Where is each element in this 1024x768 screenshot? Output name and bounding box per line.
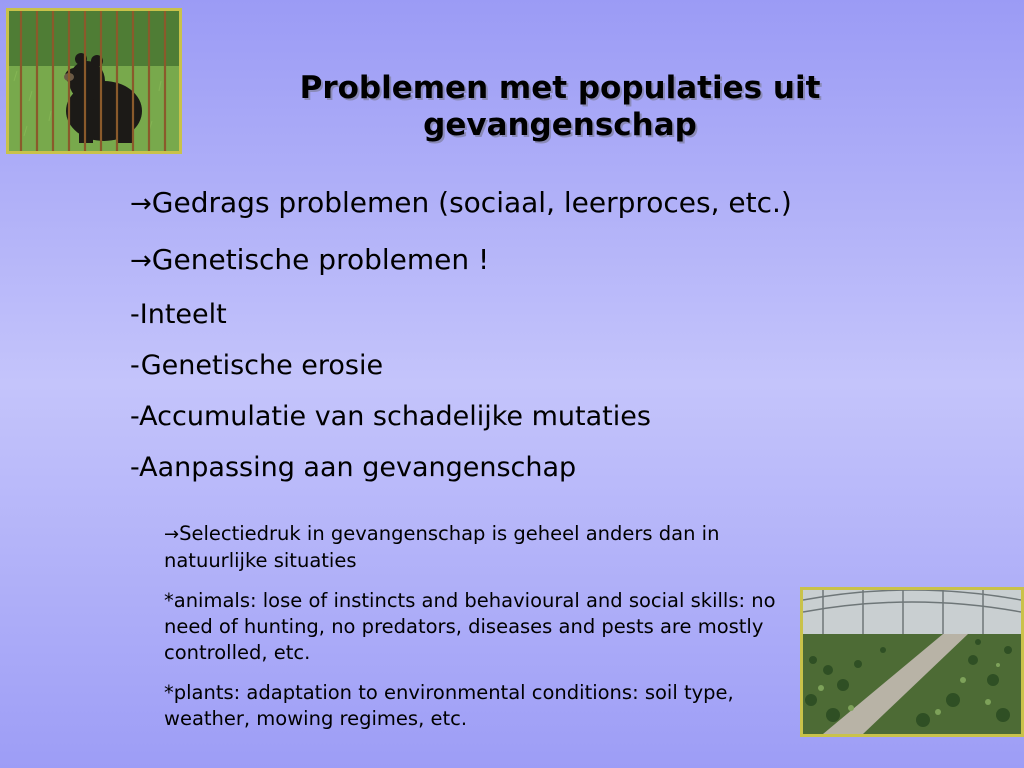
sub-plants: *plants: adaptation to environmental conditions: soil type, weather, mowing regimes, etc. (164, 681, 734, 730)
greenhouse-photo (800, 587, 1024, 737)
bullet-inteelt: -Inteelt (130, 299, 227, 330)
bullet-text: Genetische problemen ! (151, 243, 490, 276)
arrow-right-icon: → (130, 246, 152, 276)
title-line-2: gevangenschap (423, 107, 697, 143)
arrow-right-icon: → (130, 189, 152, 219)
bullet-aanpassing: -Aanpassing aan gevangenschap (130, 452, 577, 483)
bullet-text: Gedrags problemen (sociaal, leerproces, etc.) (151, 186, 792, 219)
arrow-right-icon: → (164, 524, 180, 545)
sub-selectiedruk (164, 521, 794, 574)
sub-text: Selectiedruk in gevangenschap is geheel anders dan in natuurlijke situaties (164, 522, 720, 572)
slide-title (250, 70, 870, 144)
bullet-accumulatie: -Accumulatie van schadelijke mutaties (130, 401, 651, 432)
title-line-1: Problemen met populaties uit (299, 70, 821, 106)
bullet-genetische (130, 243, 489, 278)
sub-text-block (164, 521, 794, 746)
bullet-gedrags (130, 186, 792, 221)
bullet-erosie: -Genetische erosie (130, 350, 384, 381)
bear-cage-photo (6, 8, 182, 154)
sub-animals: *animals: lose of instincts and behavioural and social skills: no need of hunting, no predators, diseases and pests are mostly controlled, etc. (164, 589, 776, 664)
